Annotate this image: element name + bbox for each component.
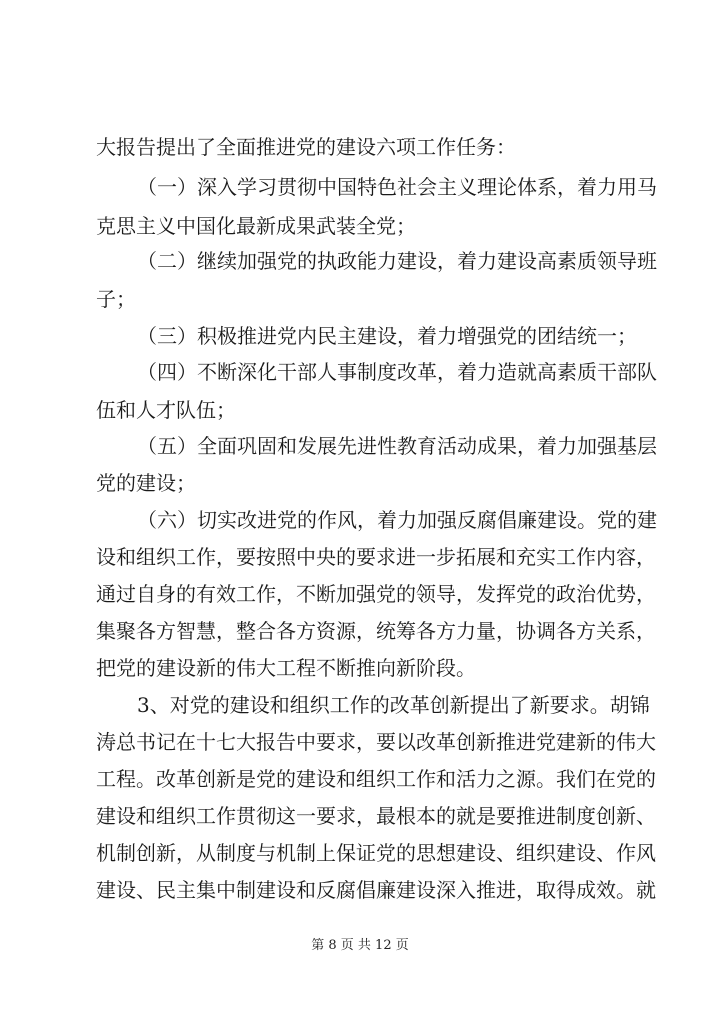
text-line: 大报告提出了全面推进党的建设六项工作任务：	[96, 135, 516, 159]
text-line: 集聚各方智慧，整合各方资源，统筹各方力量，协调各方关系，	[96, 619, 656, 643]
text-line: 建设和组织工作贯彻这一要求，最根本的就是要推进制度创新、	[96, 804, 656, 828]
text-line: （四）不断深化干部人事制度改革，着力造就高素质干部队	[137, 360, 657, 384]
text-line: 设和组织工作，要按照中央的要求进一步拓展和充实工作内容，	[96, 545, 656, 569]
text-line: 涛总书记在十七大报告中要求，要以改革创新推进党建新的伟大	[96, 730, 656, 754]
text-line: 建设、民主集中制建设和反腐倡廉建设深入推进，取得成效。就	[96, 878, 656, 902]
text-line: 党的建设；	[96, 471, 196, 495]
text-line: 伍和人才队伍；	[96, 398, 236, 422]
text-line: （三）积极推进党内民主建设，着力增强党的团结统一；	[137, 324, 637, 348]
page-footer: 第 8 页 共 12 页	[311, 938, 409, 953]
text-line: （六）切实改进党的作风，着力加强反腐倡廉建设。党的建	[137, 508, 657, 532]
text-line: 机制创新，从制度与机制上保证党的思想建设、组织建设、作风	[96, 841, 656, 865]
text-line: （五）全面巩固和发展先进性教育活动成果，着力加强基层	[137, 434, 657, 458]
text-line: （一）深入学习贯彻中国特色社会主义理论体系，着力用马	[137, 175, 657, 199]
text-line: 3、对党的建设和组织工作的改革创新提出了新要求。胡锦	[137, 693, 650, 717]
text-line: 克思主义中国化最新成果武装全党；	[96, 214, 416, 238]
text-line: 把党的建设新的伟大工程不断推向新阶段。	[96, 656, 476, 680]
text-line: 子；	[96, 287, 136, 311]
text-line: 通过自身的有效工作，不断加强党的领导，发挥党的政治优势，	[96, 582, 656, 606]
text-line: （二）继续加强党的执政能力建设，着力建设高素质领导班	[137, 249, 657, 273]
text-line: 工程。改革创新是党的建设和组织工作和活力之源。我们在党的	[96, 767, 656, 791]
